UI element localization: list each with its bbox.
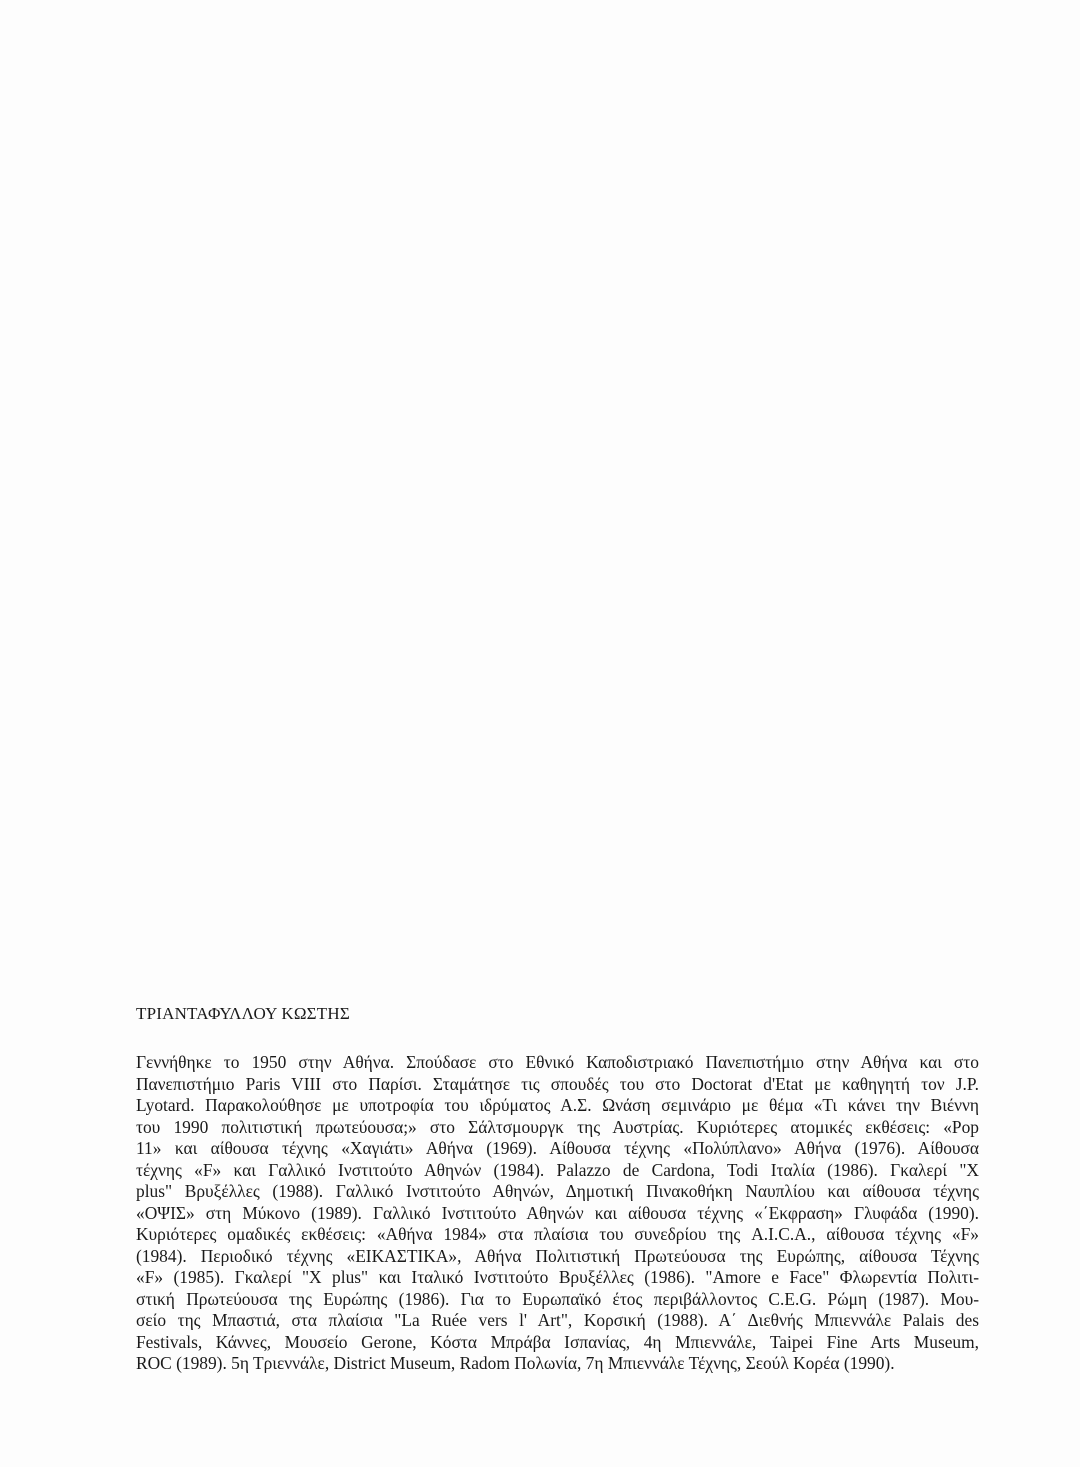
biography-text (136, 1052, 979, 1375)
biography-line: Lyotard. Παρακολούθησε με υποτροφία του ιδρύματος Α.Σ. Ωνάση σεμινάριο με θέμα «Τι κάνει την Βιέννη (136, 1095, 979, 1115)
biography-line: Κυριότερες ομαδικές εκθέσεις: «Αθήνα 1984» στα πλαίσια του συνεδρίου της A.I.C.A., αίθουσα τέχνης «F» (136, 1224, 979, 1244)
biography-line: (1984). Περιοδικό τέχνης «ΕΙΚΑΣΤΙΚΑ», Αθήνα Πολιτιστική Πρωτεύουσα της Ευρώπης, αίθουσα Τέχνης (136, 1245, 979, 1266)
biography-line: 11» και αίθουσα τέχνης «Χαγιάτι» Αθήνα (1969). Αίθουσα τέχνης «Πολύπλανο» Αθήνα (1976). Αίθουσα (136, 1138, 979, 1158)
biography-line: τέχνης «F» και Γαλλικό Ινστιτούτο Αθηνών (1984). Palazzo de Cardona, Todi Ιταλία (1986). Γκαλερί "X (136, 1159, 979, 1180)
biography-line: του 1990 πολιτιστική πρωτεύουσα;» στο Σάλτσμουργκ της Αυστρίας. Κυριότερες ατομικές εκθέσεις: «Pop (136, 1116, 979, 1137)
biography-line: plus" Βρυξέλλες (1988). Γαλλικό Ινστιτούτο Αθηνών, Δημοτική Πινακοθήκη Ναυπλίου και αίθουσα τέχνης (136, 1181, 979, 1201)
artist-biography (136, 1003, 979, 1375)
biography-line: «F» (1985). Γκαλερί "X plus" και Ιταλικό Ινστιτούτο Βρυξέλλες (1986). "Amore e Face" Φλωρεντία Πολιτι- (136, 1267, 979, 1287)
biography-line: σείο της Μπαστιά, στα πλαίσια "La Ruée vers l' Art", Κορσική (1988). Α΄ Διεθνής Μπιεννάλε Palais des (136, 1310, 979, 1330)
biography-line: «ΟΨΙΣ» στη Μύκονο (1989). Γαλλικό Ινστιτούτο Αθηνών και αίθουσα τέχνης «΄Εκφραση» Γλυφάδα (1990). (136, 1202, 979, 1223)
biography-line: στική Πρωτεύουσα της Ευρώπης (1986). Για το Ευρωπαϊκό έτος περιβάλλοντος C.E.G. Ρώμη (1987). Μου- (136, 1288, 979, 1309)
artist-name-heading: ΤΡΙΑΝΤΑΦΥΛΛΟΥ ΚΩΣΤΗΣ (136, 1004, 350, 1023)
biography-line: Festivals, Κάννες, Μουσείο Gerone, Κόστα Μπράβα Ισπανίας, 4η Μπιεννάλε, Taipei Fine Arts Museum, (136, 1331, 979, 1352)
biography-line: Γεννήθηκε το 1950 στην Αθήνα. Σπούδασε στο Εθνικό Καποδιστριακό Πανεπιστήμιο στην Αθήνα και στο (136, 1052, 979, 1072)
biography-line: Πανεπιστήμιο Paris VIII στο Παρίσι. Σταμάτησε τις σπουδές του στο Doctorat d'Etat με καθηγητή τον J.P. (136, 1073, 979, 1094)
biography-line: ROC (1989). 5η Τριεννάλε, District Museum, Radom Πολωνία, 7η Μπιεννάλε Τέχνης, Σεούλ Κορέα (1990). (136, 1353, 895, 1373)
